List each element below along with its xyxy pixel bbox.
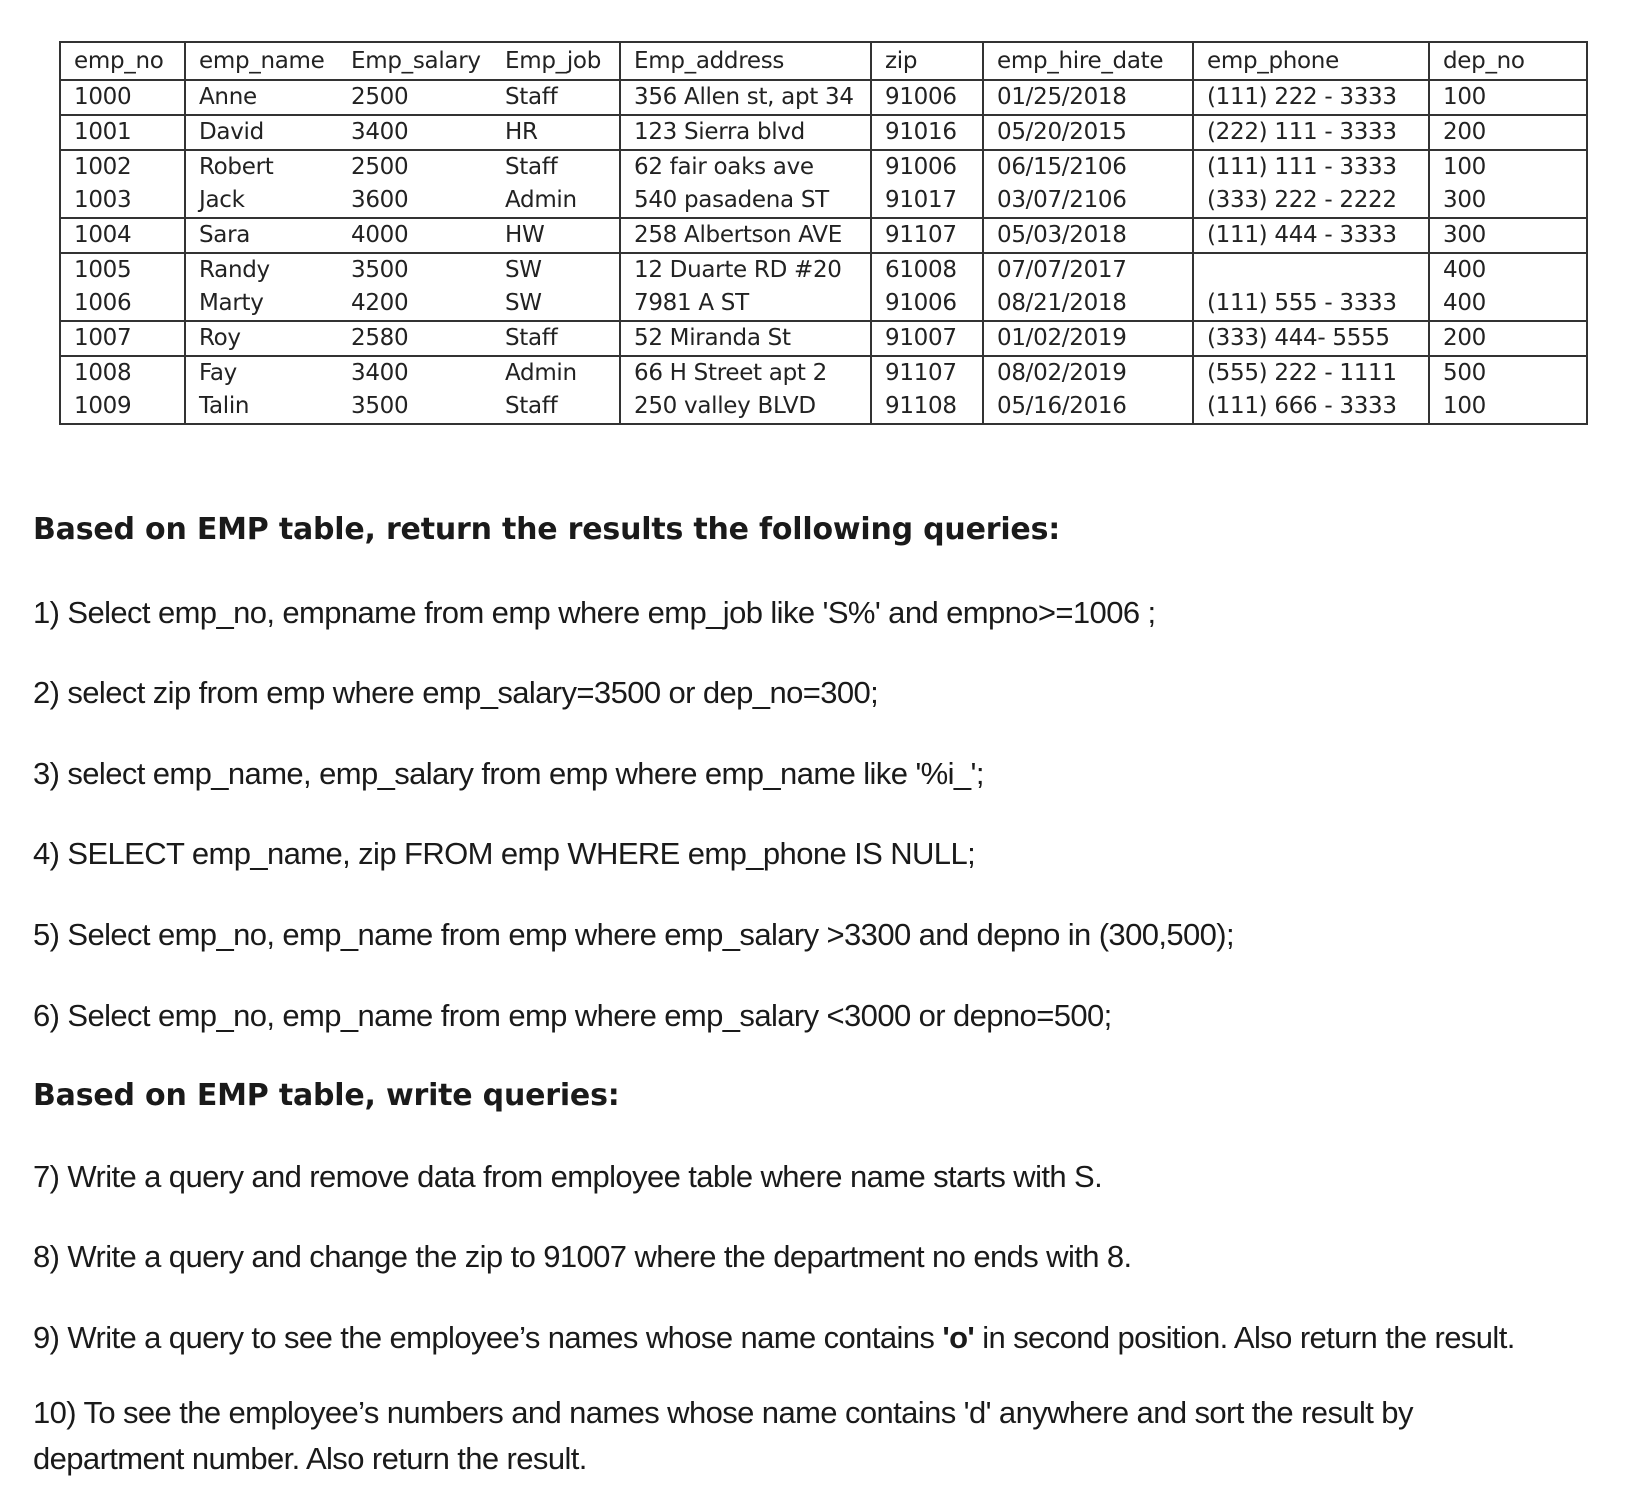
table-cell: 100 <box>1429 80 1587 115</box>
table-cell: 91006 <box>871 150 983 184</box>
table-cell: Talin <box>185 390 338 424</box>
table-cell: 100 <box>1429 150 1587 184</box>
table-cell: 200 <box>1429 115 1587 150</box>
question-9-bold-letter: 'o' <box>942 1320 975 1355</box>
table-cell: Anne <box>185 80 338 115</box>
table-cell: SW <box>492 253 620 287</box>
table-cell: 01/02/2019 <box>983 321 1193 356</box>
table-cell: Marty <box>185 287 338 321</box>
table-cell: 91108 <box>871 390 983 424</box>
table-cell: 2500 <box>351 84 409 110</box>
table-cell: 62 fair oaks ave <box>620 150 871 184</box>
table-cell: 08/02/2019 <box>983 356 1193 390</box>
table-cell: Randy <box>185 253 338 287</box>
table-cell: 356 Allen st, apt 34 <box>620 80 871 115</box>
table-row <box>60 356 1587 390</box>
header-cell: Emp_salary <box>338 42 492 80</box>
table-cell: 05/20/2015 <box>983 115 1193 150</box>
table-cell: 258 Albertson AVE <box>620 218 871 253</box>
table-row <box>60 321 1587 356</box>
table-cell: 3600 <box>351 187 409 213</box>
table-cell: 2580 <box>338 321 492 356</box>
header-cell: emp_hire_date <box>983 42 1193 80</box>
table-cell: David <box>185 115 338 150</box>
table-row <box>60 287 1587 321</box>
table-cell: Staff <box>505 84 558 110</box>
table-cell: 1004 <box>60 218 185 253</box>
table-cell: SW <box>505 290 542 316</box>
table-cell: (111) 111 - 3333 <box>1193 150 1429 184</box>
section-heading-return-results: Based on EMP table, return the results the following queries: <box>33 512 1061 547</box>
table-cell: 12 Duarte RD #20 <box>620 253 871 287</box>
table-cell: 91107 <box>871 356 983 390</box>
header-cell: zip <box>871 42 983 80</box>
table-cell: 1000 <box>74 84 132 110</box>
table-cell: (333) 222 - 2222 <box>1193 184 1429 218</box>
table-row <box>60 80 1587 115</box>
table-row <box>60 218 1587 253</box>
question-3: 3) select emp_name, emp_salary from emp where emp_name like '%i_'; <box>33 756 984 791</box>
table-cell: (222) 111 - 3333 <box>1193 115 1429 150</box>
header-cell: emp_no <box>60 42 185 80</box>
table-cell: 4000 <box>338 218 492 253</box>
question-2: 2) select zip from emp where emp_salary=3500 or dep_no=300; <box>33 675 879 710</box>
question-9-text-start: 9) Write a query to see the employee’s names whose name contains <box>33 1320 943 1355</box>
table-cell: 05/16/2016 <box>983 390 1193 424</box>
header-cell: dep_no <box>1429 42 1587 80</box>
table-cell: 100 <box>1429 390 1587 424</box>
table-cell: 01/25/2018 <box>983 80 1193 115</box>
table-cell: 3500 <box>351 393 409 419</box>
table-row <box>60 115 1587 150</box>
table-cell: Robert <box>185 150 338 184</box>
table-row <box>60 184 1587 218</box>
table-cell: 300 <box>1429 218 1587 253</box>
table-cell: 03/07/2106 <box>983 184 1193 218</box>
question-9-text-end: in second position. Also return the result. <box>974 1320 1515 1355</box>
table-cell: (555) 222 - 1111 <box>1193 356 1429 390</box>
table-header-row <box>60 42 1587 80</box>
table-cell: (111) 222 - 3333 <box>1193 80 1429 115</box>
table-cell: Staff <box>492 321 620 356</box>
table-cell: 250 valley BLVD <box>620 390 871 424</box>
table-cell: 400 <box>1429 253 1587 287</box>
table-cell: 07/07/2017 <box>983 253 1193 287</box>
header-cell: Emp_address <box>620 42 871 80</box>
table-cell: 7981 A ST <box>620 287 871 321</box>
table-cell: 4200 <box>351 290 409 316</box>
table-cell: 1001 <box>60 115 185 150</box>
question-4: 4) SELECT emp_name, zip FROM emp WHERE emp_phone IS NULL; <box>33 836 976 871</box>
table-row <box>60 390 1587 424</box>
header-cell: emp_name <box>185 42 338 80</box>
table-cell: 500 <box>1429 356 1587 390</box>
table-cell: 1005 <box>60 253 185 287</box>
question-6: 6) Select emp_no, emp_name from emp where emp_salary <3000 or depno=500; <box>33 998 1112 1033</box>
question-5: 5) Select emp_no, emp_name from emp where emp_salary >3300 and depno in (300,500); <box>33 917 1235 952</box>
table-cell: 2500 <box>338 150 492 184</box>
table-cell: 1006 <box>74 290 132 316</box>
table-cell: HR <box>492 115 620 150</box>
table-cell: Staff <box>492 150 620 184</box>
question-1: 1) Select emp_no, empname from emp where emp_job like 'S%' and empno>=1006 ; <box>33 595 1156 630</box>
table-cell: Sara <box>185 218 338 253</box>
table-cell: (333) 444- 5555 <box>1193 321 1429 356</box>
table-cell: 400 <box>1429 287 1587 321</box>
table-row <box>60 253 1587 287</box>
section-heading-write-queries: Based on EMP table, write queries: <box>33 1078 620 1113</box>
table-cell: 91006 <box>871 80 983 115</box>
table-cell: 1007 <box>60 321 185 356</box>
table-cell: HW <box>492 218 620 253</box>
question-10: 10) To see the employee’s numbers and names whose name contains 'd' anywhere and sort the result by department number. Also return the result. <box>33 1395 1413 1476</box>
table-cell: 91017 <box>871 184 983 218</box>
header-cell: emp_phone <box>1193 42 1429 80</box>
table-cell: 08/21/2018 <box>983 287 1193 321</box>
table-cell: 3500 <box>338 253 492 287</box>
table-cell: 1009 <box>74 393 132 419</box>
table-cell: Jack <box>185 184 338 218</box>
table-cell: Admin <box>505 187 577 213</box>
emp-table <box>59 41 1588 425</box>
table-cell: 91016 <box>871 115 983 150</box>
question-8: 8) Write a query and change the zip to 91007 where the department no ends with 8. <box>33 1239 1132 1274</box>
table-cell: 05/03/2018 <box>983 218 1193 253</box>
table-cell: 300 <box>1429 184 1587 218</box>
table-cell: 1008 <box>60 356 185 390</box>
table-cell: 200 <box>1429 321 1587 356</box>
table-cell: 61008 <box>871 253 983 287</box>
header-cell: Emp_job <box>492 42 620 80</box>
table-row <box>60 150 1587 184</box>
table-cell: 52 Miranda St <box>620 321 871 356</box>
table-cell: Staff <box>505 393 558 419</box>
table-cell: 3400 <box>338 356 492 390</box>
question-7: 7) Write a query and remove data from employee table where name starts with S. <box>33 1159 1103 1194</box>
table-cell: 123 Sierra blvd <box>620 115 871 150</box>
table-cell: 66 H Street apt 2 <box>620 356 871 390</box>
question-9 <box>33 1320 1515 1356</box>
table-cell: 91007 <box>871 321 983 356</box>
table-cell: 540 pasadena ST <box>620 184 871 218</box>
table-cell: (111) 666 - 3333 <box>1193 390 1429 424</box>
table-cell: 1002 <box>60 150 185 184</box>
table-cell: 06/15/2106 <box>983 150 1193 184</box>
table-cell: Admin <box>492 356 620 390</box>
table-cell: 1003 <box>74 187 132 213</box>
table-cell: 3400 <box>338 115 492 150</box>
table-cell: (111) 444 - 3333 <box>1193 218 1429 253</box>
table-cell: (111) 555 - 3333 <box>1193 287 1429 321</box>
table-cell: Fay <box>185 356 338 390</box>
table-cell: 91006 <box>871 287 983 321</box>
table-cell <box>1193 253 1429 287</box>
table-cell: Roy <box>185 321 338 356</box>
table-cell: 91107 <box>871 218 983 253</box>
